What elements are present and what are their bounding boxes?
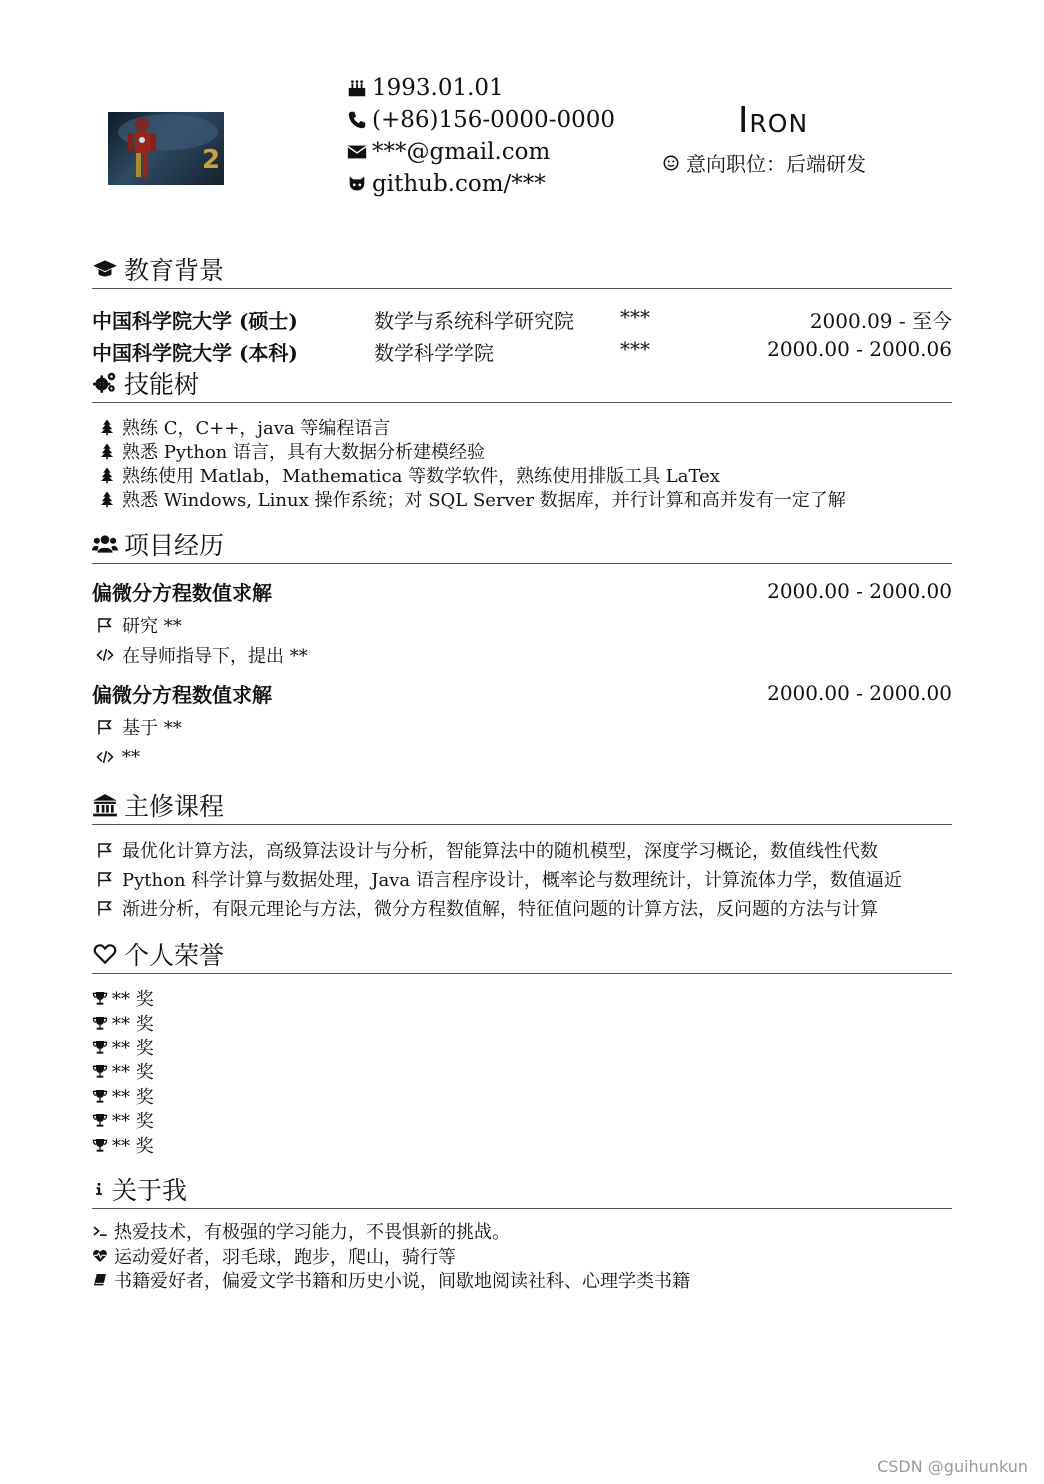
- phone-icon: [346, 109, 368, 131]
- education-section: [92, 252, 952, 365]
- position-text: 意向职位：后端研发: [686, 152, 866, 176]
- users-icon: [92, 531, 118, 557]
- honors-heading: [92, 937, 952, 974]
- about-title: 关于我: [112, 1176, 188, 1205]
- education-row: [92, 333, 952, 365]
- intended-position: [662, 148, 866, 177]
- project-line: [92, 742, 952, 772]
- flag-icon: [96, 841, 114, 859]
- tree-icon: [98, 442, 116, 460]
- smile-icon: [662, 154, 680, 172]
- projects-title: 项目经历: [124, 531, 225, 560]
- honor-item: [92, 1035, 952, 1059]
- project-date: 2000.00 - 2000.00: [767, 681, 952, 705]
- honor-item: [92, 1132, 952, 1156]
- profile-photo: [108, 112, 224, 185]
- honor-text: ** 奖: [112, 1086, 154, 1108]
- education-note: ***: [620, 337, 650, 361]
- project-line-text: 研究 **: [122, 616, 182, 637]
- phone-text[interactable]: (+86)156-0000-0000: [372, 107, 615, 133]
- trophy-icon: [92, 1015, 108, 1031]
- flag-icon: [96, 718, 114, 736]
- school-name: 中国科学院大学 (本科): [92, 341, 298, 365]
- skill-item: [98, 439, 952, 463]
- course-line: [92, 835, 952, 864]
- course-line: [92, 864, 952, 893]
- svg-text:2: 2: [202, 145, 221, 175]
- department-name: 数学科学学院: [374, 341, 494, 365]
- trophy-icon: [92, 1039, 108, 1055]
- code-icon: [96, 748, 114, 766]
- university-icon: [92, 792, 118, 818]
- honor-item: [92, 1059, 952, 1083]
- honor-item: [92, 986, 952, 1010]
- department-name: 数学与系统科学研究院: [374, 309, 574, 333]
- honors-section: [92, 937, 952, 1157]
- skill-item: [98, 463, 952, 487]
- terminal-icon: [92, 1223, 108, 1239]
- honor-text: ** 奖: [112, 1037, 154, 1059]
- about-item: [92, 1244, 952, 1269]
- honor-text: ** 奖: [112, 1062, 154, 1084]
- education-date: 2000.00 - 2000.06: [767, 337, 952, 361]
- about-text: 热爱技术，有极强的学习能力，不畏惧新的挑战。: [114, 1222, 510, 1244]
- code-icon: [96, 646, 114, 664]
- project-line: [92, 640, 952, 670]
- project-date: 2000.00 - 2000.00: [767, 579, 952, 603]
- flag-icon: [96, 870, 114, 888]
- course-text: 最优化计算方法，高级算法设计与分析，智能算法中的随机模型，深度学习概论，数值线性代数: [122, 840, 878, 862]
- course-text: Python 科学计算与数据处理，Java 语言程序设计，概率论与数理统计，计算流体力学，数值逼近: [122, 869, 902, 891]
- gears-icon: [92, 370, 118, 396]
- trophy-icon: [92, 1088, 108, 1104]
- education-row: [92, 301, 952, 333]
- name-title: Iron: [737, 100, 809, 141]
- project-name: 偏微分方程数值求解: [92, 682, 272, 707]
- tree-icon: [98, 466, 116, 484]
- trophy-icon: [92, 1112, 108, 1128]
- github-row: [346, 168, 615, 200]
- skills-section: [92, 366, 952, 511]
- email-text[interactable]: ***@gmail.com: [372, 139, 551, 165]
- skill-text: 熟练使用 Matlab，Mathematica 等数学软件，熟练使用排版工具 LaTex: [122, 466, 720, 487]
- project-line: [92, 610, 952, 640]
- flag-icon: [96, 899, 114, 917]
- trophy-icon: [92, 1063, 108, 1079]
- skill-text: 熟悉 Windows, Linux 操作系统；对 SQL Server 数据库，并行计算和高并发有一定了解: [122, 490, 846, 511]
- course-line: [92, 893, 952, 922]
- envelope-icon: [346, 141, 368, 163]
- about-item: [92, 1219, 952, 1244]
- phone-row: [346, 104, 615, 136]
- skills-title: 技能树: [124, 370, 200, 399]
- email-row: [346, 136, 615, 168]
- trophy-icon: [92, 990, 108, 1006]
- honor-text: ** 奖: [112, 989, 154, 1011]
- honor-item: [92, 1010, 952, 1034]
- projects-heading: [92, 527, 952, 564]
- skill-item: [98, 415, 952, 439]
- skill-text: 熟练 C，C++，java 等编程语言: [122, 418, 391, 439]
- about-text: 书籍爱好者，偏爱文学书籍和历史小说，间歇地阅读社科、心理学类书籍: [114, 1271, 690, 1293]
- info-icon: [92, 1176, 106, 1202]
- about-section: [92, 1172, 952, 1293]
- education-date: 2000.09 - 至今: [809, 309, 952, 333]
- project-line: [92, 712, 952, 742]
- honor-item: [92, 1108, 952, 1132]
- honor-item: [92, 1084, 952, 1108]
- tree-icon: [98, 418, 116, 436]
- graduation-cap-icon: [92, 256, 118, 282]
- project-line-text: 基于 **: [122, 718, 182, 739]
- education-title: 教育背景: [124, 256, 225, 285]
- courses-title: 主修课程: [124, 792, 225, 821]
- birthday-text: 1993.01.01: [372, 75, 504, 101]
- skill-text: 熟悉 Python 语言，具有大数据分析建模经验: [122, 442, 485, 463]
- contact-info: [346, 72, 615, 200]
- project-header: [92, 678, 952, 708]
- flag-icon: [96, 616, 114, 634]
- birthday-row: [346, 72, 615, 104]
- education-note: ***: [620, 305, 650, 329]
- course-text: 渐进分析，有限元理论与方法，微分方程数值解，特征值问题的计算方法，反问题的方法与计算: [122, 898, 878, 920]
- about-text: 运动爱好者，羽毛球，跑步，爬山，骑行等: [114, 1246, 456, 1268]
- tree-icon: [98, 490, 116, 508]
- honor-text: ** 奖: [112, 1111, 154, 1133]
- projects-section: [92, 527, 952, 772]
- honor-text: ** 奖: [112, 1135, 154, 1157]
- github-icon: [346, 173, 368, 195]
- project-name: 偏微分方程数值求解: [92, 580, 272, 605]
- skills-heading: [92, 366, 952, 403]
- heart-icon: [92, 941, 118, 967]
- trophy-icon: [92, 1137, 108, 1153]
- school-name: 中国科学院大学 (硕士): [92, 309, 298, 333]
- skill-item: [98, 487, 952, 511]
- project-line-text: **: [122, 746, 140, 768]
- education-heading: [92, 252, 952, 289]
- project-line-text: 在导师指导下，提出 **: [122, 646, 308, 667]
- about-item: [92, 1268, 952, 1293]
- courses-heading: [92, 788, 952, 825]
- watermark: CSDN @guihunkun: [877, 1457, 1028, 1476]
- book-icon: [92, 1272, 108, 1288]
- github-text[interactable]: github.com/***: [372, 171, 546, 197]
- honors-title: 个人荣誉: [124, 941, 225, 970]
- project-header: [92, 576, 952, 606]
- about-heading: [92, 1172, 952, 1209]
- birthday-cake-icon: [346, 77, 368, 99]
- heartbeat-icon: [92, 1248, 108, 1264]
- courses-section: [92, 788, 952, 922]
- honor-text: ** 奖: [112, 1013, 154, 1035]
